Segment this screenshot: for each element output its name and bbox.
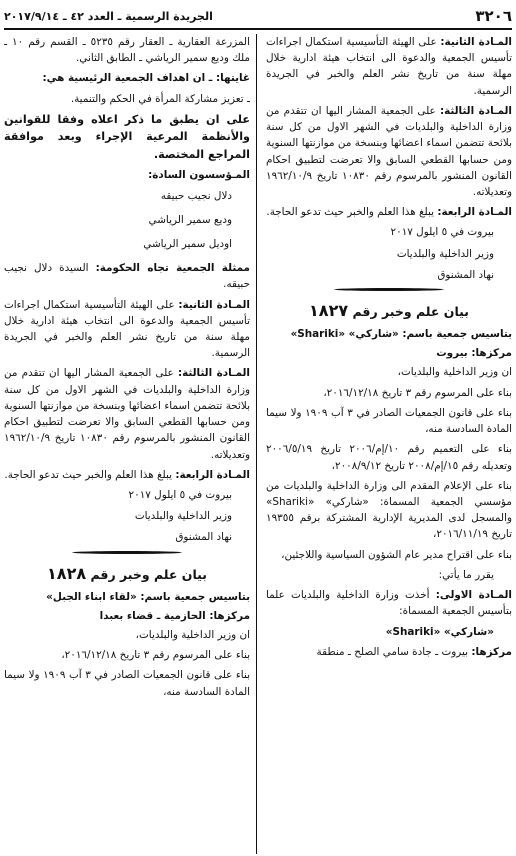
continued-address: المزرعة العقارية ـ العقار رقم ٥٢٣٥ ـ القسم رقم ١٠ ـ ملك وديع سمير الرياشي ـ الطابق الثاني. xyxy=(4,36,250,65)
article-3: المـادة الثالثة: على الجمعية المشار اليها ان تتقدم من وزارة الداخلية والبلديات في الشهر الاول من كل سنة بلائحة تتضمن اسماء اعضائها وبنسخة من موازنتها السنوية ومن حسابها القطعي السابق والا تعرضت لتطبيق احكام القانون المنشور بالمرسوم رقم ١٠٨٣٠ تاريخ ١٩٦٢/١٠/٩ وتعديلاته. xyxy=(266,104,512,198)
notice-title: بيان علم وخبر رقم ١٨٢٨ xyxy=(47,563,207,583)
article-4: المـادة الرابعة: يبلغ هذا العلم والخبر حيث تدعو الحاجة. xyxy=(4,468,250,481)
basis-2: بناء على قانون الجمعيات الصادر في ٣ آب ١٩٠٩ ولا سيما المادة السادسة منه، xyxy=(4,669,250,698)
headquarters: مركزها: بيروت ـ جادة سامي الصلح ـ منطقة xyxy=(316,645,512,658)
columns xyxy=(4,34,512,854)
signature-block xyxy=(4,487,250,546)
notice-title: بيان علم وخبر رقم ١٨٢٧ xyxy=(309,301,469,321)
association-name-line: بتاسيس جمعية باسم: «لقاء ابناء الجبل» xyxy=(46,590,250,603)
minister-line: ان وزير الداخلية والبلديات، xyxy=(135,629,250,642)
founder: دلال نجيب حبيقه xyxy=(160,189,232,202)
basis-5: بناء على اقتراح مدير عام الشؤون السياسية واللاجئين، xyxy=(281,548,512,561)
page-header xyxy=(4,4,512,30)
column-divider xyxy=(256,34,257,854)
signature-date: بيروت في ٥ ايلول ٢٠١٧ xyxy=(390,226,494,239)
basis-1: بناء على المرسوم رقم ٣ تاريخ ٢٠١٦/١٢/١٨، xyxy=(61,649,250,662)
conditions-paragraph: على ان يطبق ما ذكر اعلاه وفقا للقوانين والأنظمة المرعية الإجراء وبعد موافقة المراجع المختصة. xyxy=(4,112,250,161)
headquarters-line: مركزها: الحازمية ـ قضاء بعبدا xyxy=(99,609,250,622)
left-column xyxy=(4,34,250,854)
minister-line: ان وزير الداخلية والبلديات، xyxy=(397,366,512,379)
representative: ممثلة الجمعية تجاه الحكومة: السيدة دلال نجيب حبيقه. xyxy=(4,262,250,291)
founder: وديع سمير الرياشي xyxy=(148,213,232,226)
article-2: المـادة الثانية: على الهيئة التأسيسية استكمال اجراءات تأسيس الجمعية والدعوة الى انتخاب هيئة ادارية خلال مهلة سنة من تاريخ نشر العلم والخبر في الجريدة الرسمية. xyxy=(266,36,512,97)
signature-ministry: وزير الداخلية والبلديات xyxy=(134,510,232,523)
goal-item: ـ تعزيز مشاركة المرأة في الحكم والتنمية. xyxy=(70,92,250,105)
separator-rule xyxy=(334,288,444,291)
page-number: ٣٢٠٦ xyxy=(475,7,512,25)
article-1: المـادة الاولى: أخذت وزارة الداخلية والبلديات علما بتأسيس الجمعية المسماة: xyxy=(266,589,512,618)
founders-list xyxy=(4,188,250,253)
headquarters-line: مركزها: بيروت xyxy=(436,347,512,360)
signature-ministry: وزير الداخلية والبلديات xyxy=(396,247,494,260)
decides-line: يقرر ما يأتي: xyxy=(438,568,494,581)
basis-1: بناء على المرسوم رقم ٣ تاريخ ٢٠١٦/١٢/١٨، xyxy=(323,386,512,399)
founders-label: المـؤسسون السادة: xyxy=(148,169,250,182)
separator-rule xyxy=(72,551,182,554)
signature-name: نهاد المشنوق xyxy=(437,268,494,281)
article-3: المـادة الثالثة: على الجمعية المشار اليها ان تتقدم من وزارة الداخلية والبلديات في الشهر الاول من كل سنة بلائحة تتضمن اسماء اعضائها وبنسخة من موازنتها السنوية ومن حسابها القطعي السابق والا تعرضت لتطبيق احكام القانون المنشور بالمرسوم رقم ١٠٨٣٠ تاريخ ١٩٦٢/١٠/٩ وتعديلاته. xyxy=(4,367,250,461)
issue-info: الجريدة الرسمية ـ العدد ٤٢ ـ ٢٠١٧/٩/١٤ xyxy=(4,9,213,23)
article-2: المـادة الثانية: على الهيئة التأسيسية استكمال اجراءات تأسيس الجمعية والدعوة الى انتخاب هيئة ادارية خلال مهلة سنة من تاريخ نشر العلم والخبر في الجريدة الرسمية. xyxy=(4,298,250,360)
basis-3: بناء على التعميم رقم ١٠/إم/٢٠٠٦ تاريخ ٢٠٠٦/٥/١٩ وتعديله رقم ١٥/إم/٢٠٠٨ تاريخ ٢٠٠٨/٩/١٢، xyxy=(266,443,512,472)
right-column xyxy=(266,34,512,854)
goals-label: غايتها: ـ ان اهداف الجمعية الرئيسية هي: xyxy=(42,72,250,85)
notice-number: ١٨٢٧ xyxy=(309,301,349,321)
founder: اوديل سمير الرياشي xyxy=(143,237,232,250)
basis-4: بناء على الإعلام المقدم الى وزارة الداخلية والبلديات من مؤسسي الجمعية المسماة: «شاركي» «Shariki» والمسجل لدى المديرية الإدارية المشتركة برقم ١٩٣٥٥ تاريخ ٢٠١٦/١١/١٩، xyxy=(266,479,512,541)
signature-date: بيروت في ٥ ايلول ٢٠١٧ xyxy=(128,489,232,501)
article-4: المـادة الرابعة: يبلغ هذا العلم والخبر حيث تدعو الحاجة. xyxy=(266,206,512,219)
basis-2: بناء على قانون الجمعيات الصادر في ٣ آب ١٩٠٩ ولا سيما المادة السادسة منه، xyxy=(266,406,512,436)
signature-name: نهاد المشنوق xyxy=(175,531,232,544)
association-name-line: بتاسيس جمعية باسم: «شاركي» «Shariki» xyxy=(290,328,512,341)
association-name: «شاركي» «Shariki» xyxy=(385,625,494,638)
signature-block xyxy=(266,224,512,283)
notice-number: ١٨٢٨ xyxy=(47,563,87,583)
